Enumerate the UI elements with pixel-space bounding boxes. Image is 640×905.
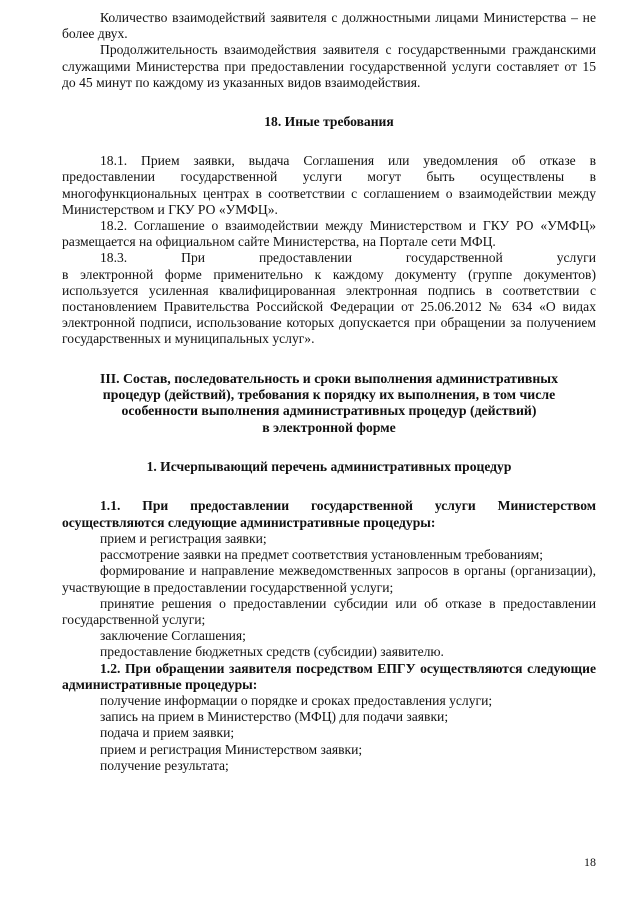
list-item: принятие решения о предоставлении субсидии или об отказе в предоставлении государственной услуги; <box>62 595 596 627</box>
paragraph-1-1: 1.1. При предоставлении государственной услуги Министерством осуществляются следующие административные процедуры: <box>62 498 596 530</box>
chapter-3-title-line-1: III. Состав, последовательность и сроки выполнения административных <box>100 370 558 386</box>
document-page <box>62 10 596 774</box>
paragraph-interactions-count: Количество взаимодействий заявителя с должностными лицами Министерства – не более двух. <box>62 10 596 42</box>
chapter-3-title-line-2: процедур (действий), требования к порядку их выполнения, в том числе <box>102 387 556 403</box>
paragraph-18-1: 18.1. Прием заявки, выдача Соглашения или уведомления об отказе в предоставлении государственной услуги могут быть осуществлены в многофункциональных центрах в соответствии с соглашением о взаимодействии между Министерством и ГКУ РО «УМФЦ». <box>62 153 596 217</box>
list-item: предоставление бюджетных средств (субсидии) заявителю. <box>100 644 444 660</box>
list-item: запись на прием в Министерство (МФЦ) для подачи заявки; <box>100 709 449 725</box>
chapter-3-title-line-3: особенности выполнения административных процедур (действий) <box>121 403 537 419</box>
paragraph-18-3-body: в электронной форме применительно к каждому документу (группе документов) используется усиленная квалифицированная электронная подпись в соответствии с постановлением Правительства Российской Федерации от 25.06.2012 № 634 «О видах электронной подписи, использование которых допускается при обращении за получением государственных и муниципальных услуг». <box>62 266 596 347</box>
list-item: прием и регистрация заявки; <box>100 530 267 546</box>
list-item: прием и регистрация Министерством заявки; <box>100 741 363 757</box>
list-item: заключение Соглашения; <box>100 628 246 644</box>
paragraph-18-3-first-line: 18.3. При предоставлении государственной услуги <box>100 250 596 266</box>
page-number: 18 <box>584 855 596 869</box>
section-18-title: 18. Иные требования <box>264 114 394 130</box>
chapter-3-title-line-4: в электронной форме <box>262 419 396 435</box>
list-item: подача и прием заявки; <box>100 725 235 741</box>
list-item: рассмотрение заявки на предмет соответствия установленным требованиям; <box>100 547 543 563</box>
subsection-1-title: 1. Исчерпывающий перечень административных процедур <box>146 459 512 475</box>
paragraph-1-2: 1.2. При обращении заявителя посредством ЕПГУ осуществляются следующие административные процедуры: <box>62 660 596 692</box>
paragraph-interaction-duration: Продолжительность взаимодействия заявителя с государственными гражданскими служащими Министерства при предоставлении государственной услуги составляет от 15 до 45 минут по каждому из указанных видов взаимодействия. <box>62 42 596 90</box>
list-item: получение результата; <box>100 757 229 773</box>
list-item: формирование и направление межведомственных запросов в органы (организации), участвующие в предоставлении государственной услуги; <box>62 563 596 595</box>
list-item: получение информации о порядке и сроках предоставления услуги; <box>100 692 493 708</box>
paragraph-18-2: 18.2. Соглашение о взаимодействии между Министерством и ГКУ РО «УМФЦ» размещается на официальном сайте Министерства, на Портале сети МФЦ. <box>62 218 596 250</box>
